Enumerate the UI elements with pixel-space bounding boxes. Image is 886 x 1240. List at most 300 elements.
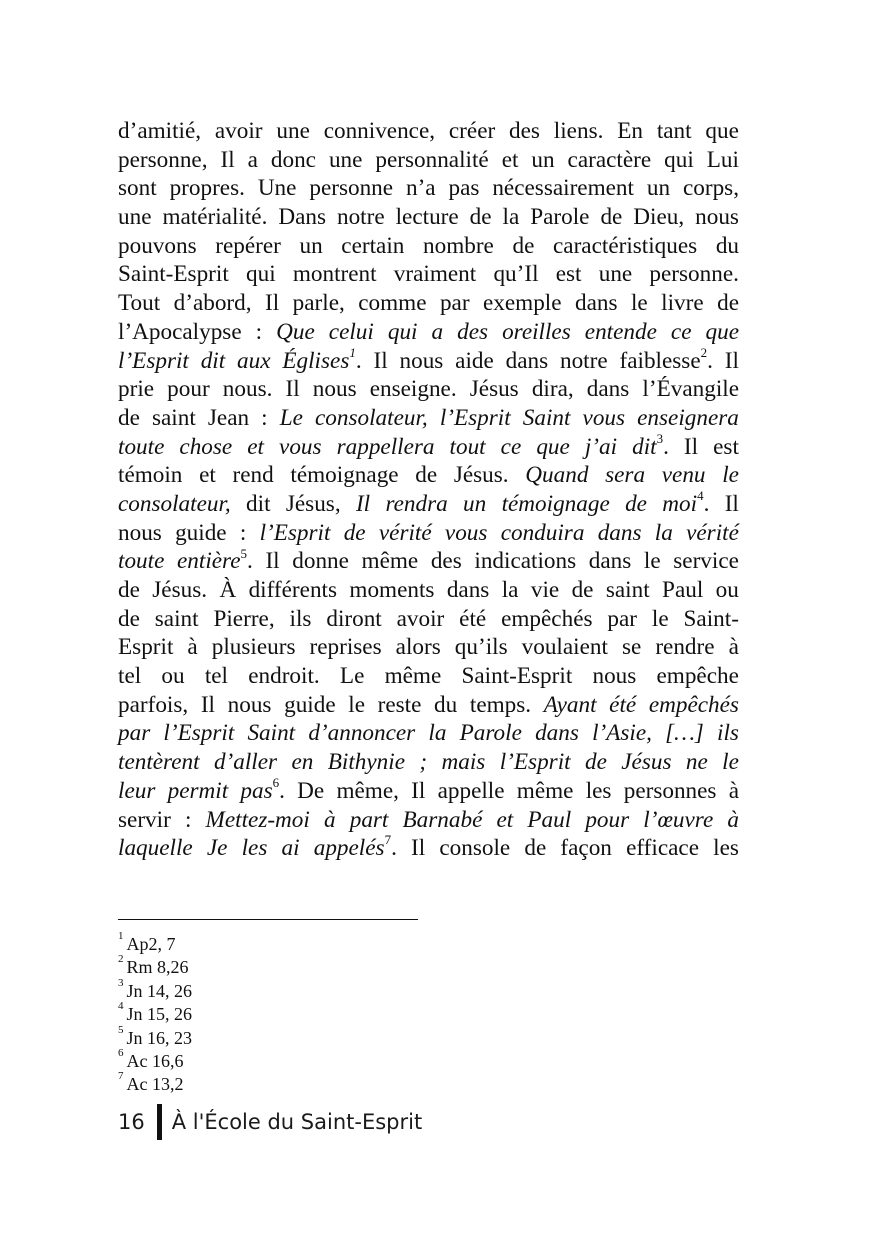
text: le (651, 605, 669, 632)
text: Il (724, 490, 739, 517)
word (535, 719, 579, 748)
word (388, 318, 418, 347)
word (626, 834, 699, 863)
footnote-ref: 4 (697, 488, 704, 504)
word (329, 146, 362, 175)
italic-text: laquelle (118, 835, 193, 862)
word (385, 662, 442, 691)
word (502, 318, 571, 347)
word (673, 547, 739, 576)
word (695, 203, 739, 232)
text: console (439, 835, 511, 862)
text: repérer (215, 232, 281, 259)
word (560, 834, 612, 863)
text-line (118, 430, 739, 462)
text: efficace (626, 835, 699, 862)
text-line (118, 146, 739, 175)
text: caractère (567, 146, 652, 173)
italic-text: Jésus (621, 749, 672, 776)
word (174, 289, 252, 318)
italic-text: les (241, 835, 268, 862)
text: À (219, 577, 237, 603)
text: Il (724, 347, 739, 374)
word (447, 576, 490, 605)
word (647, 174, 670, 203)
text: . (279, 777, 285, 804)
word (684, 433, 698, 462)
word (455, 347, 494, 376)
word (233, 461, 274, 490)
text: moments (349, 577, 435, 603)
text: n’a (405, 175, 436, 202)
italic-text: Saint (247, 720, 296, 747)
word (260, 519, 331, 548)
word (470, 203, 492, 232)
word (450, 433, 486, 462)
text: Esprit (118, 634, 174, 661)
italic-text: toute (118, 548, 165, 575)
text: une (598, 261, 633, 288)
text: Le (339, 663, 365, 690)
word (686, 519, 739, 548)
text: dit (246, 490, 271, 517)
italic-text: ils (717, 720, 739, 747)
word (727, 806, 739, 835)
text: Il (411, 777, 426, 804)
text: dans (446, 577, 490, 603)
text: temps. (469, 691, 532, 718)
word (649, 260, 739, 289)
italic-text: rendra (385, 490, 448, 517)
text: d’abord, (173, 290, 252, 317)
text: personne, (118, 146, 208, 173)
text: enseigne. (369, 376, 457, 403)
word (497, 806, 514, 835)
word (683, 174, 739, 203)
word (118, 834, 193, 863)
word (501, 433, 522, 462)
text: été (459, 605, 487, 632)
word (261, 404, 267, 433)
word (440, 404, 511, 433)
italic-text: la (654, 519, 673, 546)
word (286, 490, 341, 519)
word (713, 433, 739, 462)
word (220, 146, 234, 175)
word (246, 260, 276, 289)
text: . (247, 548, 253, 575)
word (509, 117, 540, 146)
text: Il (265, 548, 280, 575)
word (553, 232, 697, 261)
italic-text: entière (177, 548, 241, 575)
text: : (184, 806, 192, 833)
text-line (118, 806, 739, 835)
text: faiblesse (619, 347, 701, 374)
text: appelle (437, 777, 505, 804)
text: Lui (706, 146, 739, 173)
text-line (118, 174, 739, 203)
footnote-ref: 2 (700, 344, 708, 360)
word (637, 404, 739, 433)
word (292, 547, 349, 576)
text: aide (455, 347, 494, 374)
italic-text: Églises (282, 347, 350, 374)
text: dira, (531, 376, 574, 403)
footnote-ref: 1 (349, 344, 356, 360)
word (493, 260, 538, 289)
word (470, 375, 519, 404)
word (240, 777, 285, 806)
text: alors (395, 634, 441, 661)
word (228, 691, 272, 720)
word (223, 375, 273, 404)
word (606, 576, 650, 605)
text: de (717, 290, 739, 317)
footer-divider-bar (157, 1104, 162, 1140)
word (717, 719, 739, 748)
text: la (502, 204, 520, 231)
italic-text: part (349, 806, 389, 833)
footnote-ref: 3 (656, 430, 664, 446)
text: d’amitié, (118, 118, 202, 144)
italic-text: Barnabé (402, 806, 483, 833)
text: avoir (214, 118, 263, 144)
word (525, 461, 588, 490)
word (118, 260, 229, 289)
word (500, 748, 571, 777)
word (442, 748, 486, 777)
text: reprises (309, 634, 382, 661)
italic-text: vérité (686, 519, 739, 546)
word (460, 719, 522, 748)
text-line (118, 232, 739, 261)
word (459, 605, 486, 634)
text: dans (505, 347, 549, 374)
text: même (361, 548, 419, 575)
word (716, 232, 739, 261)
word (633, 203, 684, 232)
word (729, 777, 739, 806)
word (643, 806, 713, 835)
word (492, 174, 634, 203)
text: personnes (623, 777, 717, 804)
text: ou (715, 577, 739, 603)
text-line (118, 777, 739, 806)
text-line (118, 691, 739, 720)
footnote (118, 952, 192, 978)
text: tel (204, 663, 228, 690)
text: Il (220, 146, 235, 173)
word (293, 260, 377, 289)
text: exemple (483, 290, 562, 317)
italic-text: dit (632, 433, 657, 460)
word (501, 605, 592, 634)
word (455, 633, 508, 662)
word (208, 404, 249, 433)
italic-text: Le (279, 404, 303, 431)
word (313, 375, 357, 404)
word (649, 691, 739, 720)
word (258, 174, 297, 203)
text-line (118, 344, 739, 376)
text: : (239, 519, 247, 546)
word (247, 719, 295, 748)
word (403, 806, 483, 835)
text: différents (248, 577, 338, 603)
word (201, 691, 215, 720)
text: comme (358, 290, 427, 317)
word (560, 347, 608, 376)
italic-text: des (457, 318, 489, 345)
italic-text: que (536, 433, 570, 460)
text: dans (588, 548, 632, 575)
text: un (646, 175, 671, 202)
word (449, 174, 480, 203)
text: se (621, 634, 642, 661)
italic-text: dit (200, 347, 226, 374)
word (644, 547, 661, 576)
text-line (118, 576, 739, 605)
word (344, 519, 366, 548)
word (531, 576, 559, 605)
italic-text: tentèrent (118, 749, 200, 776)
word (655, 633, 714, 662)
text: tel (118, 663, 142, 690)
text-line (118, 318, 739, 347)
word (324, 806, 336, 835)
word (314, 834, 397, 863)
word (439, 834, 510, 863)
text: de (118, 605, 140, 632)
footnote-number: 4 (118, 1000, 124, 1013)
italic-text: Ayant (543, 691, 597, 718)
word (349, 576, 434, 605)
italic-text: dans (597, 519, 642, 546)
text: de (118, 577, 140, 603)
text: matérialité. (162, 204, 268, 231)
text: à (728, 634, 739, 661)
word (585, 806, 629, 835)
word (583, 404, 626, 433)
word (118, 777, 155, 806)
word (340, 662, 364, 691)
word (118, 691, 188, 720)
text: pouvons (118, 232, 197, 259)
word (293, 289, 345, 318)
word (118, 404, 140, 433)
text: façon (560, 835, 612, 862)
italic-text: celui (328, 318, 374, 345)
word (585, 318, 657, 347)
italic-text: oreilles (502, 318, 571, 345)
text: . (703, 490, 710, 517)
word (201, 347, 225, 376)
italic-text: Bithynie (327, 749, 405, 776)
italic-text: sera (605, 462, 646, 489)
text: : (255, 318, 263, 345)
text: Paul (662, 577, 704, 603)
italic-text: Paul (527, 806, 572, 833)
text: dans (586, 376, 630, 403)
text: nous (227, 691, 272, 718)
word (276, 117, 309, 146)
word (118, 375, 154, 404)
word (607, 605, 637, 634)
text: Saint-Esprit (118, 261, 229, 288)
word (406, 174, 436, 203)
text: . (707, 347, 713, 374)
word (118, 146, 208, 175)
text: notre (559, 347, 608, 374)
word (337, 203, 385, 232)
italic-text: ne (685, 749, 708, 776)
italic-text: de (625, 490, 647, 517)
word (362, 547, 419, 576)
word (356, 490, 370, 519)
italic-text: d’aller (213, 749, 278, 776)
text: a (247, 146, 258, 173)
page-footer (118, 1104, 422, 1140)
text: De (297, 777, 325, 804)
text: Saint- (683, 605, 739, 632)
word (655, 519, 673, 548)
text: nous (399, 347, 444, 374)
footnote (118, 1023, 192, 1046)
italic-text: rappellera (336, 433, 435, 460)
word (152, 404, 196, 433)
text: Il (265, 290, 280, 317)
italic-text: vérité (378, 519, 432, 546)
italic-text: à (323, 806, 336, 833)
text: de (524, 835, 547, 862)
italic-text: ; (419, 749, 428, 776)
text: endroit. (248, 663, 320, 690)
footnote-divider (118, 919, 418, 920)
text-line (118, 203, 739, 232)
word (278, 203, 326, 232)
text: l’Évangile (642, 376, 739, 403)
italic-text: qui (387, 318, 418, 345)
text: servir (118, 806, 171, 833)
word (457, 318, 488, 347)
word (118, 662, 141, 691)
word (503, 203, 520, 232)
text-line (118, 719, 739, 748)
text: Il (285, 376, 300, 403)
italic-text: pour (585, 806, 630, 833)
text: reste (377, 691, 422, 718)
word (248, 146, 258, 175)
italic-text: Mettez-moi (205, 806, 310, 833)
word (170, 174, 245, 203)
footnote (118, 1069, 192, 1095)
word (358, 289, 426, 318)
word (432, 318, 444, 347)
word (161, 662, 184, 691)
text: indications (474, 548, 577, 575)
italic-text: a (431, 318, 444, 345)
word (609, 691, 636, 720)
text: Il (200, 691, 215, 718)
text: la (501, 577, 519, 603)
word (118, 203, 151, 232)
word (586, 777, 612, 806)
italic-text: permit (167, 777, 229, 804)
word (722, 748, 739, 777)
word (308, 719, 415, 748)
text: nous (695, 204, 739, 231)
italic-text: […] (665, 720, 704, 747)
text: des (430, 548, 462, 575)
word (118, 748, 200, 777)
word (585, 748, 607, 777)
word (587, 375, 630, 404)
italic-text: d’annoncer (308, 720, 416, 747)
text: à (187, 634, 198, 661)
text-line (118, 748, 739, 777)
word (396, 633, 441, 662)
word (517, 777, 574, 806)
italic-text: j’ai (584, 433, 618, 460)
word (341, 232, 404, 261)
text: Il (373, 347, 388, 374)
text: Pierre, (213, 605, 275, 632)
word (378, 691, 422, 720)
word (187, 633, 197, 662)
word (506, 347, 549, 376)
text: diront (326, 605, 382, 632)
word (722, 461, 739, 490)
text-line (118, 662, 739, 691)
word (280, 404, 303, 433)
word (483, 289, 562, 318)
text: empêchés (501, 605, 593, 632)
text-line (118, 404, 739, 433)
word (554, 117, 604, 146)
italic-text: conduira (500, 519, 585, 546)
word (440, 289, 470, 318)
text: : (261, 404, 268, 431)
text: une (118, 204, 152, 231)
italic-text: empêchés (648, 691, 739, 718)
word (600, 203, 622, 232)
italic-text: ai (281, 835, 300, 862)
text: parfois, (118, 691, 189, 718)
text: personnalité (375, 146, 489, 173)
italic-text: vous (444, 519, 488, 546)
word (118, 806, 171, 835)
word (531, 146, 554, 175)
text: que (705, 118, 739, 144)
word (419, 748, 427, 777)
word (619, 344, 713, 376)
italic-text: vous (582, 404, 626, 431)
text-line (118, 490, 739, 519)
word (729, 633, 739, 662)
text: par (439, 290, 470, 317)
italic-text: l’Esprit (439, 404, 511, 431)
word (396, 203, 459, 232)
text: le (348, 691, 365, 718)
word (207, 834, 228, 863)
text: liens. (553, 118, 604, 144)
italic-text: de (584, 749, 607, 776)
text: En (617, 118, 643, 144)
text: Parole (530, 204, 590, 231)
footnote-reference: Jn 14, 26 (126, 980, 193, 1001)
text: saint (151, 404, 196, 431)
